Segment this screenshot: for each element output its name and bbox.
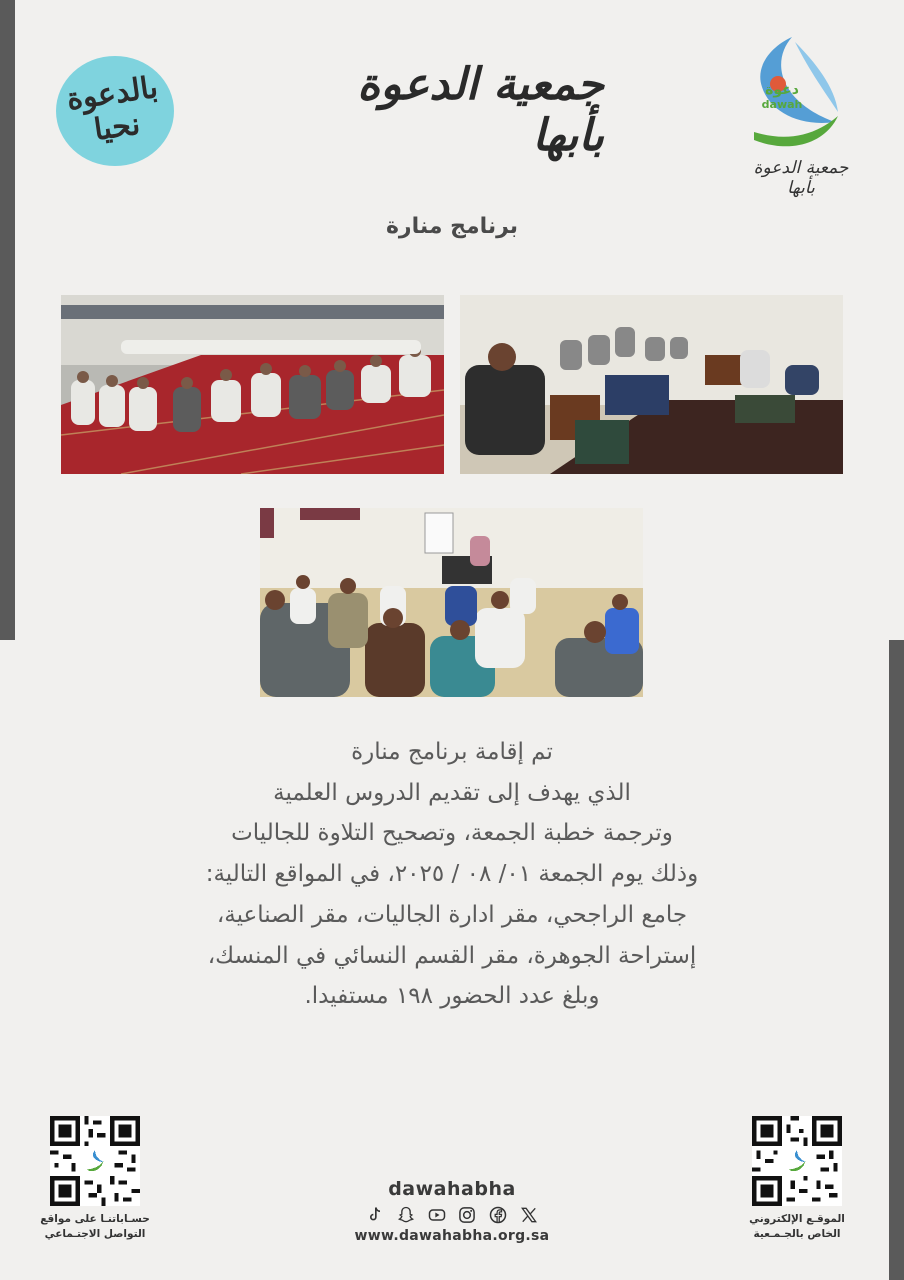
social-qr-caption-line-2: التواصل الاجتـماعي xyxy=(44,1228,146,1240)
program-description xyxy=(60,732,844,1017)
x-icon[interactable] xyxy=(518,1204,540,1226)
photo-study-circle-image xyxy=(260,508,643,697)
youtube-icon[interactable] xyxy=(426,1204,448,1226)
association-title: جمعية الدعوة بأبها xyxy=(357,59,604,161)
tiktok-icon[interactable] xyxy=(364,1204,386,1226)
slogan-line-1: بالدعوة xyxy=(64,69,161,118)
facebook-icon[interactable] xyxy=(487,1204,509,1226)
social-qr-caption-line-1: حسـاباتنـا على مواقع xyxy=(40,1213,150,1225)
description-line-4: وذلك يوم الجمعة ٠١/ ٠٨ / ٢٠٢٥، في المواقع التالية: xyxy=(205,861,699,888)
description-line-2: الذي يهدف إلى تقديم الدروس العلمية xyxy=(273,779,631,806)
description-line-6: إستراحة الجوهرة، مقر القسم النسائي في المنسك، xyxy=(207,942,697,969)
instagram-icon[interactable] xyxy=(456,1204,478,1226)
program-title: برنامج منارة xyxy=(385,214,519,239)
left-side-bar xyxy=(0,0,15,640)
dawah-arabic-word: دعوة xyxy=(765,82,799,98)
description-line-1: تم إقامة برنامج منارة xyxy=(351,739,553,765)
website-qr-caption-line-2: الخاص بالجـمـعية xyxy=(753,1228,841,1240)
snapchat-icon[interactable] xyxy=(395,1204,417,1226)
photo-mosque-lesson-image xyxy=(61,295,444,474)
photo-quran-recitation xyxy=(460,295,843,474)
slogan-logo-text xyxy=(65,71,165,151)
dawah-slogan-logo xyxy=(56,56,174,166)
logo-subtitle: جمعية الدعوة بأبها xyxy=(753,158,849,198)
description-line-3: وترجمة خطبة الجمعة، وتصحيح التلاوة للجاليات xyxy=(231,820,673,847)
social-icons-row xyxy=(364,1204,540,1226)
slogan-line-2: نحيا xyxy=(92,106,143,148)
photo-mosque-lesson xyxy=(61,295,444,474)
photo-study-circle xyxy=(260,508,643,697)
website-url[interactable]: www.dawahabha.org.sa xyxy=(354,1228,550,1244)
description-line-5: جامع الراجحي، مقر ادارة الجاليات، مقر الصناعية، xyxy=(216,901,688,928)
photo-quran-recitation-image xyxy=(460,295,843,474)
dawah-english-word: dawah xyxy=(761,98,803,111)
website-qr-caption-line-1: الموقـع الإلكتروني xyxy=(749,1213,845,1225)
description-line-7: وبلغ عدد الحضور ١٩٨ مستفيدا. xyxy=(304,983,600,1010)
social-handle[interactable]: dawahabha xyxy=(388,1178,516,1200)
